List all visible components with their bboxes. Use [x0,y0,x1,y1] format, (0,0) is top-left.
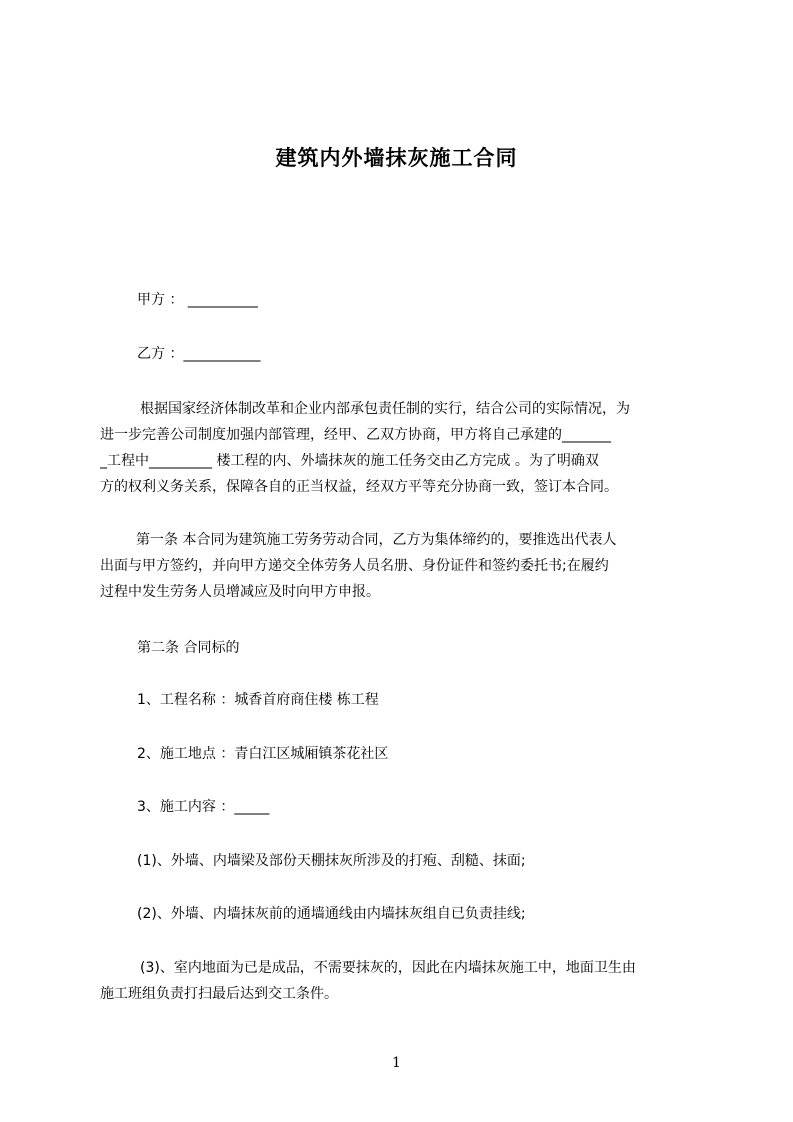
sub-item-1: (1)、外墙、内墙梁及部份天棚抹灰所涉及的打疱、刮糙、抹面; [137,853,526,869]
page-number: 1 [392,1055,401,1071]
sub-item-3-line: (3)、室内地面为已是成品，不需要抹灰的，因此在内墙抹灰施工中，地面卫生由 [140,960,636,976]
intro-line: 进一步完善公司制度加强内部管理，经甲、乙双方协商，甲方将自己承建的_______ [100,427,611,443]
article-1-line: 第一条 本合同为建筑施工劳务劳动合同，乙方为集体缔约的，要推选出代表人 [136,532,617,548]
article-1-line: 过程中发生劳务人员增减应及时向甲方申报。 [100,584,380,600]
intro-line: _工程中_________ 楼工程的内、外墙抹灰的施工任务交由乙方完成 。为了明确双 [100,453,599,469]
article-1-paragraph [100,527,700,605]
sub-item-3-line: 施工班组负责打扫最后达到交工条件。 [100,986,338,1002]
item-location: 2、施工地点 ：青白江区城厢镇茶花社区 [137,746,389,762]
page-title: 建筑内外墙抹灰施工合同 [275,146,518,170]
party-b-line: 乙方 ：___________ [137,346,261,362]
intro-line: 根据国家经济体制改革和企业内部承包责任制的实行，结合公司的实际情况，为 [140,401,630,417]
party-a-line: 甲方 ： __________ [137,292,258,308]
item-project-name: 1、工程名称 ：城香首府商住楼 栋工程 [137,692,379,708]
sub-item-2: (2)、外墙、内墙抹灰前的通墙通线由内墙抹灰组自已负责挂线; [137,906,526,922]
article-2-heading: 第二条 合同标的 [137,640,240,656]
article-1-line: 出面与甲方签约，并向甲方递交全体劳务人员名册、身份证件和签约委托书;在履约 [100,558,609,574]
sub-item-3-paragraph [100,955,700,1007]
intro-paragraph [100,396,700,500]
intro-line: 方的权利义务关系，保障各自的正当权益，经双方平等充分协商一致，签订本合同。 [100,479,618,495]
item-content: 3、施工内容 ：_____ [137,799,270,815]
